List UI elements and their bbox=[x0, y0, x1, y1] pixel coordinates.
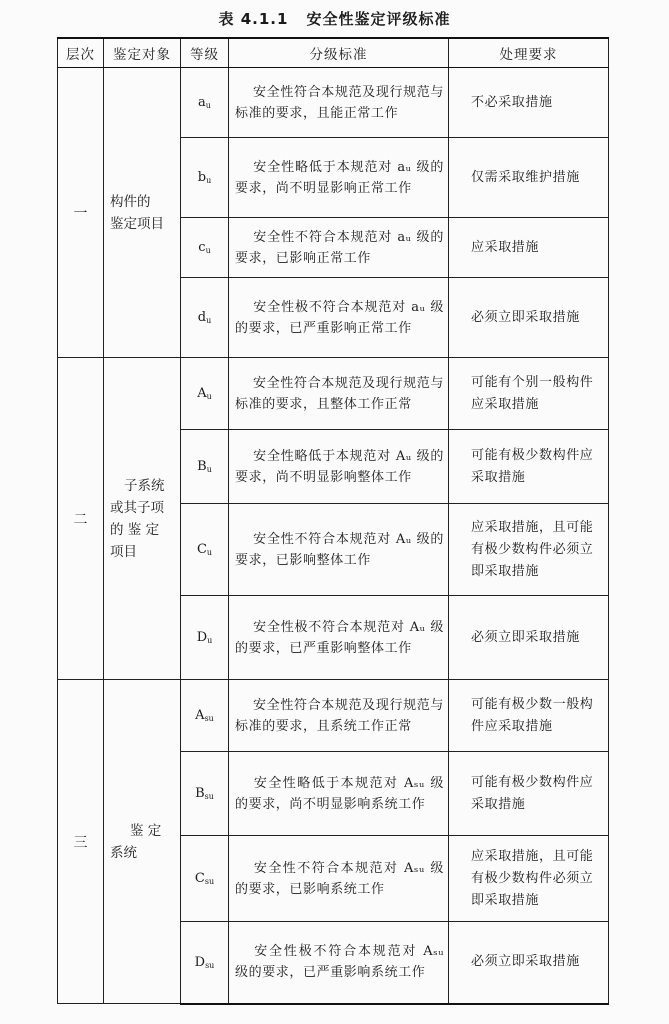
grading-standard-text: 安全性符合本规范及现行规范与标准的要求，且能正常工作 bbox=[235, 84, 444, 121]
grading-standard-text: 安全性极不符合本规范对 aᵤ 级的要求，已严重影响正常工作 bbox=[235, 299, 444, 336]
grading-standard-cell bbox=[229, 358, 449, 430]
handling-requirement-cell: 必须立即采取措施 bbox=[449, 596, 609, 680]
grade-cell bbox=[181, 278, 229, 358]
grade-subscript: u bbox=[206, 548, 213, 557]
header-standard: 分级标准 bbox=[229, 38, 449, 68]
table-title bbox=[0, 6, 669, 32]
grade-cell bbox=[181, 680, 229, 752]
grade-letter: a bbox=[198, 95, 206, 110]
assessment-object-line: 鉴 定 bbox=[130, 822, 162, 839]
grade-subscript: su bbox=[204, 792, 214, 801]
layer-cell: 一 bbox=[58, 68, 104, 358]
grade-cell bbox=[181, 430, 229, 504]
safety-rating-table bbox=[57, 37, 609, 1005]
handling-requirement-cell: 必须立即采取措施 bbox=[449, 922, 609, 1004]
grade-subscript: u bbox=[206, 465, 212, 474]
grading-standard-cell bbox=[229, 596, 449, 680]
grade-subscript: u bbox=[205, 246, 211, 255]
grade-letter: A bbox=[197, 386, 207, 401]
grade-letter: B bbox=[197, 459, 207, 474]
assessment-object-line: 的 鉴 定 bbox=[110, 521, 160, 538]
grading-standard-cell bbox=[229, 504, 449, 596]
grading-standard-cell bbox=[229, 138, 449, 218]
grade-cell bbox=[181, 138, 229, 218]
grading-standard-text: 安全性不符合本规范对 aᵤ 级的要求，已影响正常工作 bbox=[235, 229, 444, 266]
grade-letter: b bbox=[197, 170, 207, 185]
grading-standard-text: 安全性略低于本规范对 aᵤ 级的要求，尚不明显影响正常工作 bbox=[235, 159, 444, 196]
grading-standard-cell bbox=[229, 430, 449, 504]
grade-cell bbox=[181, 922, 229, 1004]
header-requirement: 处理要求 bbox=[449, 38, 609, 68]
grade-letter: D bbox=[196, 630, 208, 645]
grading-standard-cell bbox=[229, 680, 449, 752]
header-object: 鉴定对象 bbox=[104, 38, 181, 68]
handling-requirement-cell: 应采取措施，且可能有极少数构件必须立即采取措施 bbox=[449, 504, 609, 596]
grade-cell bbox=[181, 836, 229, 922]
assessment-object-line: 或其子项 bbox=[110, 499, 164, 516]
handling-requirement-cell: 应采取措施 bbox=[449, 218, 609, 278]
assessment-object-cell bbox=[104, 680, 181, 1004]
table-number: 表 4.1.1 bbox=[218, 10, 289, 28]
handling-requirement-cell: 仅需采取维护措施 bbox=[449, 138, 609, 218]
grading-standard-text: 安全性略低于本规范对 Aₛᵤ 级的要求，尚不明显影响系统工作 bbox=[235, 775, 444, 812]
header-grade: 等级 bbox=[181, 38, 229, 68]
grade-subscript: su bbox=[204, 877, 215, 886]
grade-subscript: u bbox=[205, 101, 211, 110]
table-title-text: 安全性鉴定评级标准 bbox=[306, 10, 451, 28]
handling-requirement-cell: 必须立即采取措施 bbox=[449, 278, 609, 358]
grade-cell bbox=[181, 752, 229, 836]
grade-letter: c bbox=[198, 240, 206, 255]
table-body bbox=[58, 68, 609, 1004]
handling-requirement-cell: 可能有极少数构件应采取措施 bbox=[449, 752, 609, 836]
grading-standard-cell bbox=[229, 836, 449, 922]
grade-letter: C bbox=[196, 542, 207, 557]
grade-subscript: su bbox=[204, 714, 214, 723]
grade-cell bbox=[181, 68, 229, 138]
header-layer: 层次 bbox=[58, 38, 104, 68]
assessment-object-cell bbox=[104, 358, 181, 680]
grading-standard-text: 安全性不符合本规范对 Aᵤ 级的要求，已影响整体工作 bbox=[235, 531, 444, 568]
grading-standard-text: 安全性极不符合本规范对 Aₛᵤ 级的要求，已严重影响系统工作 bbox=[235, 944, 444, 981]
handling-requirement-cell: 可能有极少数构件应采取措施 bbox=[449, 430, 609, 504]
grade-subscript: u bbox=[206, 392, 212, 401]
grade-subscript: u bbox=[207, 636, 213, 645]
grading-standard-text: 安全性极不符合本规范对 Aᵤ 级的要求，已严重影响整体工作 bbox=[235, 619, 444, 656]
assessment-object-line: 构件的 bbox=[110, 193, 151, 210]
grading-standard-cell bbox=[229, 68, 449, 138]
grade-letter: A bbox=[195, 708, 205, 723]
grade-letter: B bbox=[195, 786, 205, 801]
handling-requirement-cell: 不必采取措施 bbox=[449, 68, 609, 138]
grade-subscript: su bbox=[205, 960, 215, 970]
grading-standard-cell bbox=[229, 752, 449, 836]
assessment-object-line: 鉴定项目 bbox=[110, 215, 164, 232]
handling-requirement-cell: 应采取措施，且可能有极少数构件必须立即采取措施 bbox=[449, 836, 609, 922]
grading-standard-text: 安全性略低于本规范对 Aᵤ 级的要求，尚不明显影响整体工作 bbox=[235, 448, 444, 485]
layer-cell: 二 bbox=[58, 358, 104, 680]
grading-standard-text: 安全性符合本规范及现行规范与标准的要求，且系统工作正常 bbox=[235, 697, 444, 734]
grade-cell bbox=[181, 504, 229, 596]
handling-requirement-cell: 可能有个别一般构件应采取措施 bbox=[449, 358, 609, 430]
assessment-object-line: 子系统 bbox=[124, 477, 165, 494]
grading-standard-text: 安全性不符合本规范对 Aₛᵤ 级的要求，已影响系统工作 bbox=[235, 860, 444, 897]
grade-subscript: u bbox=[206, 316, 212, 325]
grade-cell bbox=[181, 358, 229, 430]
layer-cell: 三 bbox=[58, 680, 104, 1004]
grade-letter: D bbox=[194, 954, 206, 970]
grade-letter: C bbox=[194, 871, 205, 886]
grading-standard-cell bbox=[229, 922, 449, 1004]
grade-subscript: u bbox=[206, 176, 212, 185]
grade-letter: d bbox=[197, 310, 207, 325]
table-row bbox=[58, 68, 609, 138]
grading-standard-cell bbox=[229, 278, 449, 358]
grade-cell bbox=[181, 218, 229, 278]
grading-standard-text: 安全性符合本规范及现行规范与标准的要求，且整体工作正常 bbox=[235, 375, 444, 412]
grade-cell bbox=[181, 596, 229, 680]
assessment-object-line: 项目 bbox=[110, 543, 137, 560]
table-row bbox=[58, 680, 609, 752]
assessment-object-line: 系统 bbox=[110, 844, 137, 861]
grading-standard-cell bbox=[229, 218, 449, 278]
handling-requirement-cell: 可能有极少数一般构件应采取措施 bbox=[449, 680, 609, 752]
assessment-object-cell bbox=[104, 68, 181, 358]
table-row bbox=[58, 358, 609, 430]
header-row bbox=[58, 38, 609, 68]
